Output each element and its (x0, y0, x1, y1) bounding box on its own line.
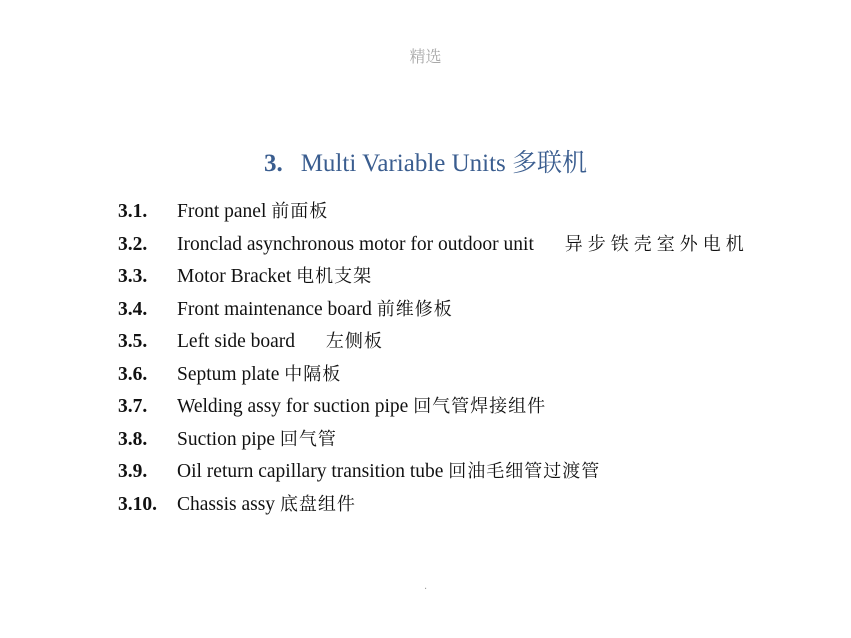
section-title-text: Multi Variable Units 多联机 (300, 150, 588, 177)
item-label-en: Suction pipe (177, 428, 280, 450)
item-label-en: Septum plate (177, 363, 285, 385)
item-label-zh: 前面板 (271, 201, 329, 222)
list-item (118, 261, 758, 294)
item-label-en: Front panel (177, 201, 272, 222)
item-number: 3.5. (118, 331, 148, 352)
item-text (177, 326, 758, 359)
item-label-zh: 异步铁壳室外电机 (564, 233, 749, 255)
item-number: 3.1. (118, 201, 148, 222)
item-number: 3.7. (118, 396, 148, 417)
list-item (118, 326, 758, 359)
page-header: 精选 (409, 47, 442, 66)
item-text (177, 456, 758, 489)
item-text (177, 359, 758, 392)
item-label-en: Motor Bracket (177, 266, 297, 287)
item-number: 3.4. (118, 298, 148, 320)
item-label-zh: 回气管 (279, 428, 337, 450)
item-text (177, 489, 758, 522)
item-label-en: Front maintenance board (177, 298, 377, 320)
item-number: 3.6. (118, 363, 148, 385)
item-text (177, 261, 758, 294)
list-item (118, 424, 758, 457)
item-number: 3.10. (118, 493, 157, 515)
item-number: 3.8. (118, 428, 148, 450)
parts-list (118, 196, 758, 521)
item-label-zh: 前维修板 (376, 298, 453, 320)
item-label-en: Welding assy for suction pipe (177, 396, 414, 417)
item-text (177, 294, 758, 327)
list-item (118, 391, 758, 424)
list-item (118, 294, 758, 327)
item-number: 3.3. (118, 266, 148, 287)
list-item (118, 489, 758, 522)
item-label-zh: 底盘组件 (279, 493, 356, 515)
item-label-en: Left side board (177, 331, 300, 352)
item-label-en: Oil return capillary transition tube (177, 461, 449, 482)
item-text (177, 391, 758, 424)
list-item (118, 196, 758, 229)
section-number: 3. (263, 150, 283, 177)
item-label-zh: 中隔板 (284, 363, 342, 385)
page-footer: . (424, 581, 428, 592)
section-title (0, 143, 851, 179)
item-number: 3.2. (118, 233, 148, 255)
list-item (118, 359, 758, 392)
list-item (118, 229, 758, 262)
list-item (118, 456, 758, 489)
item-label-en: Ironclad asynchronous motor for outdoor unit (177, 233, 539, 255)
item-label-zh: 电机支架 (296, 266, 373, 287)
item-label-zh: 回油毛细管过渡管 (448, 461, 601, 482)
item-text (177, 424, 758, 457)
item-label-zh: 左侧板 (325, 331, 383, 352)
item-text (177, 196, 758, 229)
item-text (177, 229, 758, 262)
item-label-en: Chassis assy (177, 493, 280, 515)
item-label-zh: 回气管焊接组件 (413, 396, 547, 417)
item-number: 3.9. (118, 461, 148, 482)
